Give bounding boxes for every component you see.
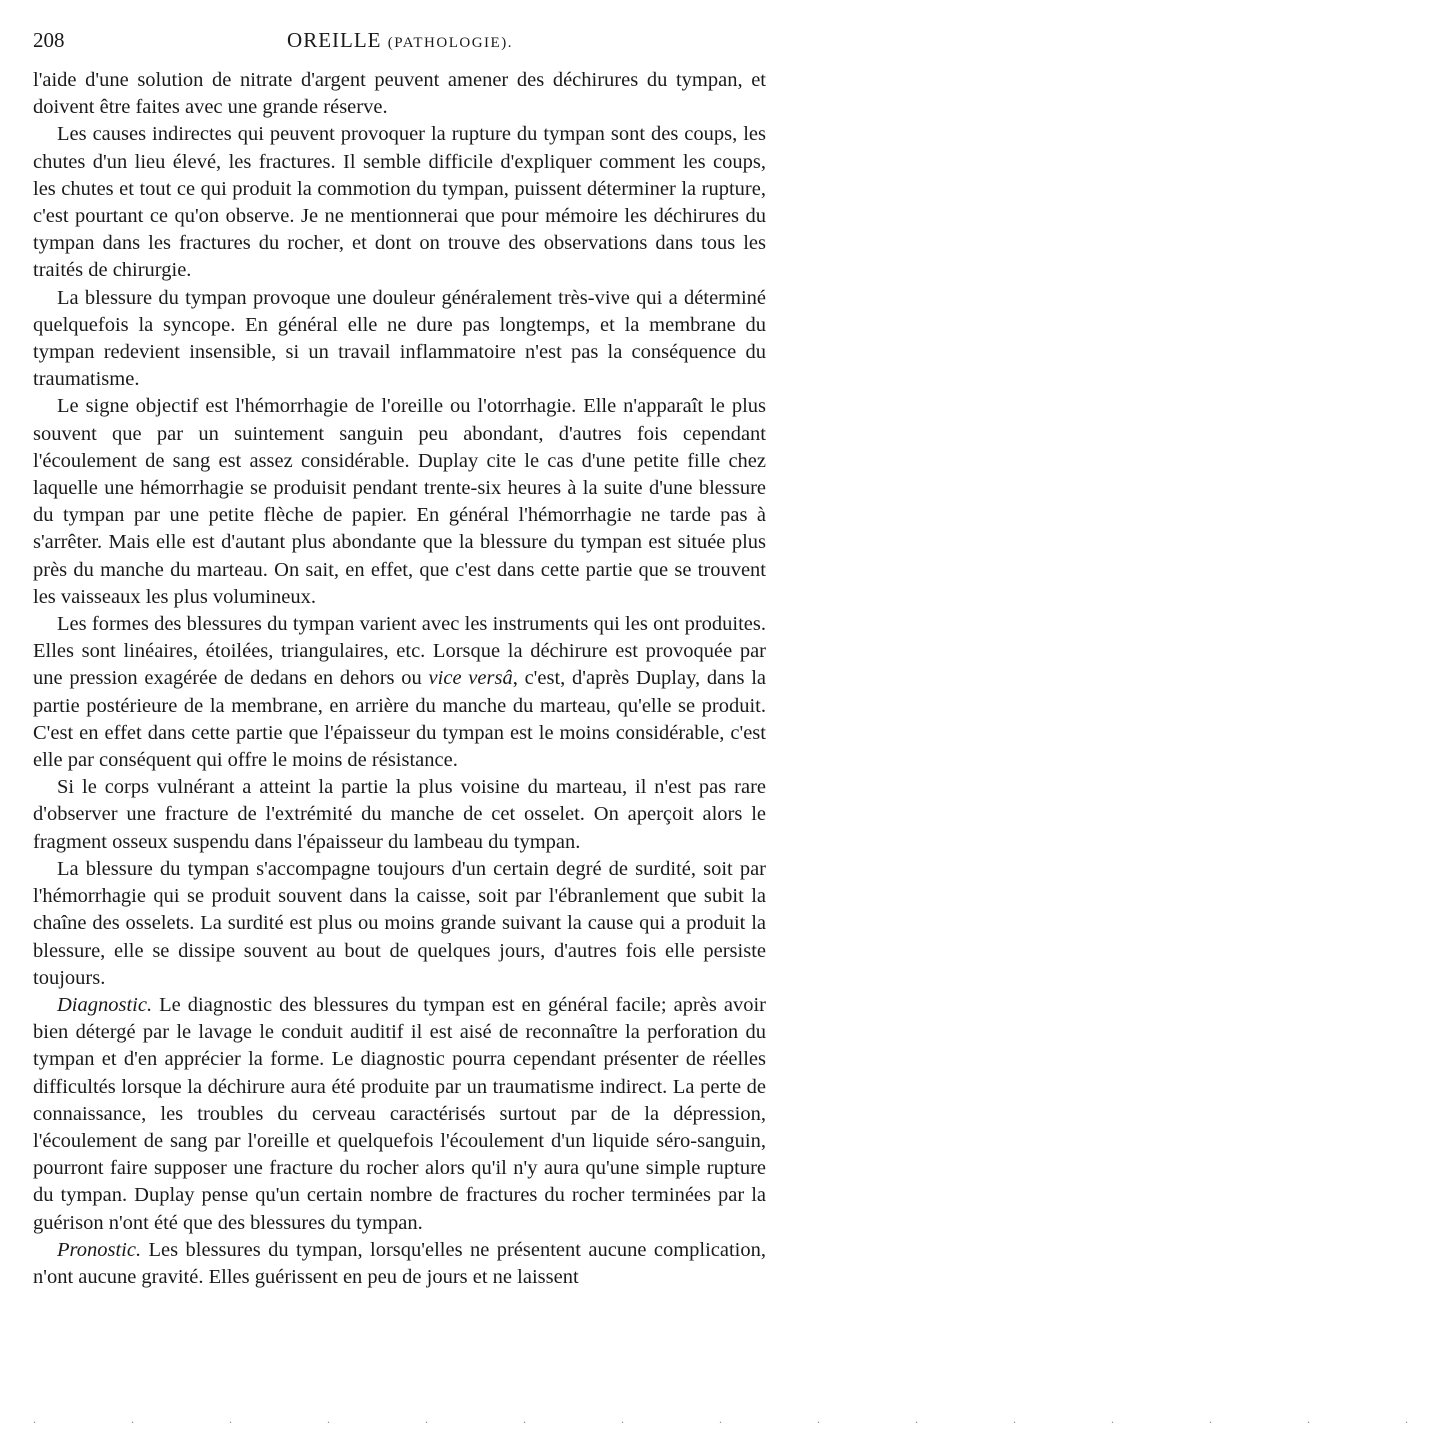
wound-forms-text-a: Les formes des blessures du tympan varient avec les instruments qui les ont produites. Elles sont linéaires, étoilées, triangulaires, etc. Lorsque la déchirure est provoquée par une pression exagérée de dedans en dehors ou [33, 613, 766, 690]
paragraph-continuation: l'aide d'une solution de nitrate d'argent peuvent amener des déchirures du tympan, et doivent être faites avec une grande réserve. [33, 69, 766, 119]
running-title-main: OREILLE [287, 28, 382, 52]
running-title-sub: (PATHOLOGIE). [387, 35, 513, 51]
scan-artifact-dots: . . . . . . . . . . . . . . . [33, 1412, 1454, 1426]
wound-forms-text-b: , c'est, d'après Duplay, dans la partie postérieure de la membrane, en arrière du manche du marteau, qu'elle se produit. C'est en effet dans cette partie que l'épaisseur du tympan est le moins considérable, c'est elle par conséquent qui offre le moins de résistance. [33, 667, 766, 772]
paragraph-diagnostic [33, 992, 766, 1237]
paragraph-fracture: Si le corps vulnérant a atteint la partie la plus voisine du marteau, il n'est pas rare d'observer une fracture de l'extrémité du manche de cet osselet. On aperçoit alors le fragment osseux suspendu dans l'épaisseur du lambeau du tympan. [33, 776, 766, 853]
paragraph-deafness: La blessure du tympan s'accompagne toujours d'un certain degré de surdité, soit par l'hémorrhagie qui se produit souvent dans la caisse, soit par l'ébranlement que subit la chaîne des osselets. La surdité est plus ou moins grande suivant la cause qui a produit la blessure, elle se dissipe souvent au bout de quelques jours, d'autres fois elle persiste toujours. [33, 857, 766, 989]
paragraph-prognostic [33, 1237, 766, 1291]
paragraph-indirect-causes: Les causes indirectes qui peuvent provoquer la rupture du tympan sont des coups, les chutes d'un lieu élevé, les fractures. Il semble difficile d'expliquer comment les coups, les chutes et tout ce qui produit la commotion du tympan, puissent déterminer la rupture, c'est pourtant ce qu'on observe. Je ne mentionnerai que pour mémoire les déchirures du tympan dans les fractures du rocher, et dont on trouve des observations dans tous les traités de chirurgie. [33, 123, 766, 282]
diagnostic-text: Le diagnostic des blessures du tympan est en général facile; après avoir bien détergé par le lavage le conduit auditif il est aisé de reconnaître la perforation du tympan et d'en apprécier la forme. Le diagnostic pourra cependant présenter de réelles difficultés lorsque la déchirure aura été produite par un traumatisme indirect. La perte de connaissance, les troubles du cerveau caractérisés surtout par de la dépression, l'écoulement de sang par l'oreille et quelquefois l'écoulement d'un liquide séro-sanguin, pourront faire supposer une fracture du rocher alors qu'il n'y aura qu'une simple rupture du tympan. Duplay pense qu'un certain nombre de fractures du rocher terminées par la guérison n'ont été que des blessures du tympan. [33, 993, 766, 1234]
prognostic-heading: Pronostic. [57, 1238, 142, 1261]
running-title [33, 28, 767, 53]
running-header [33, 28, 767, 58]
page-number: 208 [33, 28, 65, 52]
diagnostic-heading: Diagnostic. [57, 993, 153, 1016]
body-text [33, 67, 766, 1291]
prognostic-text: Les blessures du tympan, lorsqu'elles ne présentent aucune complication, n'ont aucune gravité. Elles guérissent en peu de jours et ne laissent [33, 1238, 766, 1288]
paragraph-wound-forms [33, 611, 766, 774]
paragraph-objective-sign: Le signe objectif est l'hémorrhagie de l'oreille ou l'otorrhagie. Elle n'apparaît le plus souvent que par un suintement sanguin peu abondant, d'autres fois cependant l'écoulement de sang est assez considérable. Duplay cite le cas d'une petite fille chez laquelle une hémorrhagie se produisit pendant trente-six heures à la suite d'une blessure du tympan par une petite flèche de papier. En général l'hémorrhagie ne tarde pas à s'arrêter. Mais elle est d'autant plus abondante que la blessure du tympan est située plus près du manche du marteau. On sait, en effet, que c'est dans cette partie que se trouvent les vaisseaux les plus volumineux. [33, 395, 766, 608]
paragraph-pain: La blessure du tympan provoque une douleur généralement très-vive qui a déterminé quelquefois la syncope. En général elle ne dure pas longtemps, et la membrane du tympan redevient insensible, si un travail inflammatoire n'est pas la conséquence du traumatisme. [33, 286, 766, 391]
latin-phrase: vice versâ [428, 667, 513, 690]
